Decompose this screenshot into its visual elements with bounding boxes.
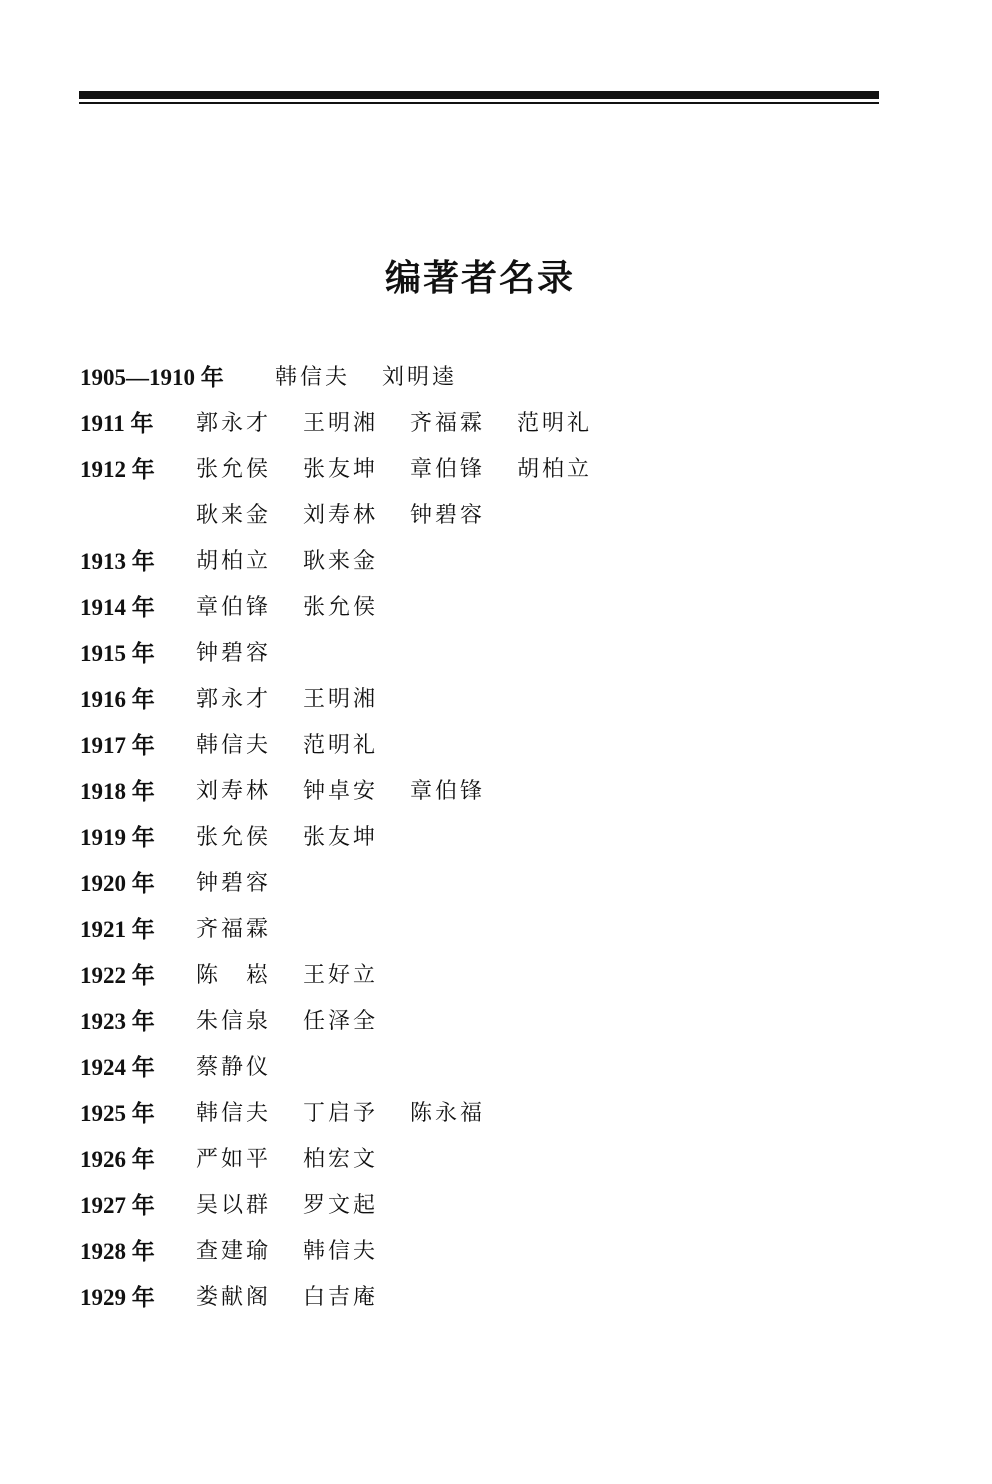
year-label: 1928 年 (80, 1239, 155, 1264)
year-label: 1912 年 (80, 457, 155, 482)
editor-roster (80, 355, 880, 1321)
year-label: 1923 年 (80, 1009, 155, 1034)
roster-row (80, 1275, 880, 1321)
year-label: 1924 年 (80, 1055, 155, 1080)
editor-name: 刘明逵 (382, 365, 458, 390)
editor-name: 钟碧容 (196, 871, 272, 896)
year-label: 1918 年 (80, 779, 155, 804)
editor-name: 罗文起 (303, 1193, 379, 1218)
year-label: 1916 年 (80, 687, 155, 712)
year-label: 1926 年 (80, 1147, 155, 1172)
editor-names (196, 401, 624, 449)
editor-name: 张友坤 (303, 825, 379, 850)
year-label: 1914 年 (80, 595, 155, 620)
roster-row (80, 631, 880, 677)
editor-names (196, 723, 410, 771)
year-label: 1921 年 (80, 917, 155, 942)
editor-names (196, 953, 410, 1001)
year-label: 1919 年 (80, 825, 155, 850)
roster-row (80, 999, 880, 1045)
year-label: 1915 年 (80, 641, 155, 666)
year-label: 1911 年 (80, 411, 154, 436)
editor-names (196, 1229, 410, 1277)
editor-names (196, 861, 303, 909)
roster-row (80, 585, 880, 631)
roster-row (80, 815, 880, 861)
editor-name: 范明礼 (517, 411, 593, 436)
editor-names (196, 493, 517, 541)
editor-names (196, 447, 624, 495)
editor-name: 严如平 (196, 1147, 272, 1172)
year-label: 1927 年 (80, 1193, 155, 1218)
editor-names (196, 677, 410, 725)
editor-names (196, 1045, 303, 1093)
editor-name: 范明礼 (303, 733, 379, 758)
editor-names (196, 999, 410, 1047)
editor-names (196, 907, 303, 955)
roster-row (80, 1183, 880, 1229)
editor-names (275, 355, 489, 403)
editor-name: 陈 崧 (196, 963, 272, 988)
editor-names (196, 1183, 410, 1231)
editor-names (196, 631, 303, 679)
editor-name: 查建瑜 (196, 1239, 272, 1264)
roster-row (80, 1137, 880, 1183)
year-label: 1913 年 (80, 549, 155, 574)
roster-row (80, 907, 880, 953)
editor-name: 吴以群 (196, 1193, 272, 1218)
editor-name: 朱信泉 (196, 1009, 272, 1034)
year-label: 1922 年 (80, 963, 155, 988)
page-title: 编著者名录 (384, 257, 575, 299)
editor-name: 胡柏立 (196, 549, 272, 574)
editor-names (196, 585, 410, 633)
editor-names (196, 1091, 517, 1139)
editor-name: 韩信夫 (303, 1239, 379, 1264)
editor-name: 耿来金 (196, 503, 272, 528)
roster-row (80, 1229, 880, 1275)
roster-row (80, 723, 880, 769)
roster-row (80, 677, 880, 723)
editor-name: 娄献阁 (196, 1285, 272, 1310)
editor-name: 张允侯 (196, 825, 272, 850)
editor-name: 张允侯 (196, 457, 272, 482)
editor-name: 钟卓安 (303, 779, 379, 804)
editor-name: 丁启予 (303, 1101, 379, 1126)
editor-names (196, 815, 410, 863)
editor-name: 王明湘 (303, 411, 379, 436)
editor-names (196, 1275, 410, 1323)
editor-names (196, 539, 410, 587)
roster-row (80, 769, 880, 815)
editor-name: 齐福霖 (410, 411, 486, 436)
editor-name: 韩信夫 (196, 1101, 272, 1126)
editor-name: 韩信夫 (196, 733, 272, 758)
editor-name: 章伯锋 (196, 595, 272, 620)
year-label: 1905—1910 年 (80, 365, 224, 390)
editor-name: 钟碧容 (196, 641, 272, 666)
header-rule-thin (79, 102, 879, 104)
editor-name: 韩信夫 (275, 365, 351, 390)
roster-row (80, 539, 880, 585)
roster-row (80, 493, 880, 539)
editor-name: 任泽全 (303, 1009, 379, 1034)
editor-name: 刘寿林 (303, 503, 379, 528)
year-label: 1925 年 (80, 1101, 155, 1126)
roster-row (80, 953, 880, 999)
roster-row (80, 447, 880, 493)
editor-names (196, 769, 517, 817)
roster-row (80, 861, 880, 907)
editor-name: 蔡静仪 (196, 1055, 272, 1080)
editor-name: 王好立 (303, 963, 379, 988)
year-label: 1920 年 (80, 871, 155, 896)
editor-name: 刘寿林 (196, 779, 272, 804)
editor-name: 柏宏文 (303, 1147, 379, 1172)
editor-name: 钟碧容 (410, 503, 486, 528)
header-rule-thick (79, 91, 879, 99)
editor-name: 王明湘 (303, 687, 379, 712)
editor-name: 郭永才 (196, 687, 272, 712)
year-label: 1917 年 (80, 733, 155, 758)
editor-name: 章伯锋 (410, 779, 486, 804)
editor-name: 张友坤 (303, 457, 379, 482)
editor-name: 郭永才 (196, 411, 272, 436)
roster-row (80, 401, 880, 447)
roster-row (80, 355, 880, 401)
editor-name: 章伯锋 (410, 457, 486, 482)
editor-name: 白吉庵 (303, 1285, 379, 1310)
roster-row (80, 1045, 880, 1091)
roster-row (80, 1091, 880, 1137)
editor-name: 胡柏立 (517, 457, 593, 482)
editor-name: 陈永福 (410, 1101, 486, 1126)
editor-names (196, 1137, 410, 1185)
editor-name: 齐福霖 (196, 917, 272, 942)
editor-name: 耿来金 (303, 549, 379, 574)
editor-name: 张允侯 (303, 595, 379, 620)
year-label: 1929 年 (80, 1285, 155, 1310)
